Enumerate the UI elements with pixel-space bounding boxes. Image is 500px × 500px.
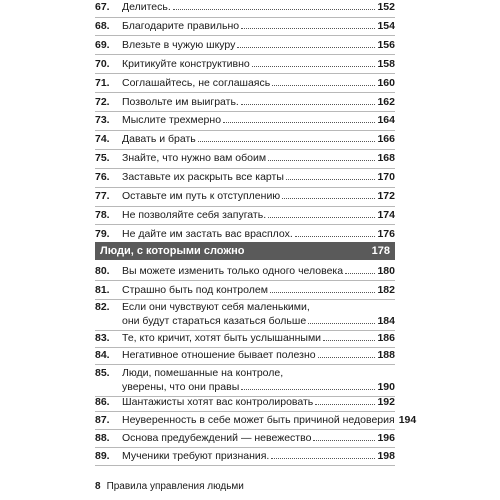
toc-entry[interactable] — [95, 227, 395, 241]
dot-leader — [286, 170, 376, 180]
toc-entry[interactable] — [95, 208, 395, 222]
entry-title: Шантажисты хотят вас контролировать — [122, 396, 314, 408]
dot-leader — [268, 151, 375, 161]
entry-title: Вы можете изменить только одного человека — [122, 265, 344, 277]
dot-leader — [241, 380, 375, 390]
row-divider — [95, 111, 395, 112]
entry-title: Мыслите трехмерно — [122, 114, 222, 127]
toc-entry[interactable] — [95, 19, 395, 33]
entry-number: 84. — [95, 349, 110, 361]
entry-title: Оставьте им путь к отступлению — [122, 190, 281, 202]
toc-entry[interactable] — [95, 38, 395, 52]
row-divider — [95, 429, 395, 430]
row-divider — [95, 73, 395, 74]
toc-entry[interactable] — [95, 57, 395, 71]
entry-title: Негативное отношение бывает полезно — [122, 349, 316, 361]
entry-title: Люди, помешанные на контроле, — [122, 367, 284, 379]
entry-number: 68. — [95, 19, 110, 32]
dot-leader — [313, 431, 375, 441]
dot-leader — [241, 19, 375, 29]
entry-number: 67. — [95, 1, 110, 13]
entry-number: 79. — [95, 227, 110, 240]
toc-entry[interactable] — [95, 300, 395, 328]
row-divider — [95, 187, 395, 188]
entry-number: 78. — [95, 208, 110, 221]
entry-title: Заставьте их раскрыть все карты — [122, 171, 284, 184]
dot-leader — [323, 331, 375, 341]
entry-title: Знайте, что нужно вам обоим — [122, 152, 267, 165]
entry-page: 196 — [377, 432, 395, 444]
entry-page: 172 — [377, 190, 395, 202]
dot-leader — [252, 57, 376, 67]
entry-number: 74. — [95, 133, 110, 146]
toc-entry[interactable] — [95, 170, 395, 184]
row-divider — [95, 224, 395, 225]
entry-page: 170 — [377, 171, 395, 184]
entry-page: 190 — [377, 381, 395, 393]
entry-page: 188 — [377, 349, 395, 361]
dot-leader — [271, 449, 375, 459]
entry-page: 158 — [377, 57, 395, 70]
page-footer — [95, 481, 244, 492]
toc-entry[interactable] — [95, 366, 395, 394]
row-divider — [95, 130, 395, 131]
entry-page: 154 — [377, 19, 395, 32]
toc-entry[interactable] — [95, 95, 395, 109]
row-divider — [95, 168, 395, 169]
entry-number: 71. — [95, 76, 110, 89]
dot-leader — [223, 113, 375, 123]
entry-number: 75. — [95, 152, 110, 165]
entry-number: 70. — [95, 57, 110, 70]
dot-leader — [282, 189, 375, 199]
entry-page: 156 — [377, 38, 395, 51]
entry-number: 85. — [95, 367, 110, 379]
entry-title-continued: они будут стараться казаться больше — [122, 315, 307, 327]
dot-leader — [198, 132, 376, 142]
entry-title: Влезьте в чужую шкуру — [122, 38, 236, 51]
entry-title: Мученики требуют признания. — [122, 450, 270, 462]
dot-leader — [295, 227, 376, 237]
entry-title: Соглашайтесь, не соглашаясь — [122, 76, 271, 89]
entry-title: Неуверенность в себе может быть причиной недоверия — [122, 414, 395, 426]
entry-number: 73. — [95, 114, 110, 127]
entry-number: 81. — [95, 284, 110, 296]
toc-entry[interactable] — [95, 264, 395, 278]
section-title: Люди, с которыми сложно — [100, 245, 245, 257]
toc-entry[interactable] — [95, 348, 395, 362]
entry-page: 174 — [377, 208, 395, 221]
dot-leader — [173, 0, 376, 10]
entry-number: 86. — [95, 396, 110, 408]
entry-number: 88. — [95, 432, 110, 444]
entry-page: 162 — [377, 95, 395, 108]
entry-title: Критикуйте конструктивно — [122, 57, 250, 70]
entry-number: 82. — [95, 301, 110, 313]
toc-entry[interactable] — [95, 449, 395, 463]
toc-entry[interactable] — [95, 395, 395, 409]
dot-leader — [308, 314, 375, 324]
toc-entry[interactable] — [95, 189, 395, 203]
row-divider — [95, 149, 395, 150]
dot-leader — [345, 264, 375, 274]
row-divider — [95, 17, 395, 18]
entry-page: 182 — [377, 284, 395, 296]
entry-title: Делитесь. — [122, 1, 171, 13]
entry-title: Благодарите правильно — [122, 19, 240, 32]
entry-page: 198 — [377, 450, 395, 462]
entry-number: 87. — [95, 414, 110, 426]
entry-title: Позвольте им выиграть. — [122, 95, 239, 108]
row-divider — [95, 206, 395, 207]
entry-page: 194 — [398, 414, 417, 426]
row-divider — [95, 364, 395, 365]
row-divider — [95, 411, 395, 412]
entry-title-continued: уверены, что они правы — [122, 381, 240, 393]
dot-leader — [272, 76, 375, 86]
entry-title: Не позволяйте себя запугать. — [122, 208, 267, 221]
entry-page: 168 — [377, 152, 395, 165]
dot-leader — [318, 348, 376, 358]
toc-entry[interactable] — [95, 151, 395, 165]
toc-entry[interactable] — [95, 413, 417, 427]
toc-entry[interactable] — [95, 132, 395, 146]
toc-entry[interactable] — [95, 331, 395, 345]
entry-page: 192 — [377, 396, 395, 408]
entry-title: Те, кто кричит, хотят быть услышанными — [122, 332, 322, 344]
dot-leader — [315, 395, 375, 405]
entry-number: 72. — [95, 95, 110, 108]
row-divider — [95, 54, 395, 55]
entry-page: 160 — [377, 76, 395, 89]
toc-entry[interactable] — [95, 0, 395, 14]
entry-number: 69. — [95, 38, 110, 51]
dot-leader — [268, 208, 375, 218]
section-page: 178 — [371, 245, 390, 257]
entry-page: 152 — [377, 1, 395, 13]
entry-page: 180 — [377, 265, 395, 277]
dot-leader — [241, 95, 376, 105]
entry-number: 77. — [95, 190, 110, 202]
entry-page: 164 — [377, 114, 395, 127]
entry-number: 89. — [95, 450, 110, 462]
toc-entry[interactable] — [95, 431, 395, 445]
entry-number: 80. — [95, 265, 110, 277]
entry-number: 83. — [95, 332, 110, 344]
entry-title: Основа предубеждений — невежество — [122, 432, 312, 444]
toc-entry[interactable] — [95, 113, 395, 127]
toc-entry[interactable] — [95, 76, 395, 90]
row-divider — [95, 35, 395, 36]
section-header — [95, 242, 395, 260]
entry-number: 76. — [95, 171, 110, 184]
entry-title: Страшно быть под контролем — [122, 284, 268, 296]
row-divider — [95, 465, 395, 466]
row-divider — [95, 447, 395, 448]
entry-title: Не дайте им застать вас врасплох. — [122, 227, 293, 240]
entry-title: Если они чувствуют себя маленькими, — [122, 301, 310, 313]
dot-leader — [270, 283, 376, 293]
row-divider — [95, 280, 395, 281]
entry-page: 186 — [377, 332, 395, 344]
toc-entry[interactable] — [95, 283, 395, 297]
entry-page: 176 — [377, 227, 395, 240]
row-divider — [95, 92, 395, 93]
entry-title: Давать и брать — [122, 133, 196, 146]
entry-page: 166 — [377, 133, 395, 146]
entry-page: 184 — [377, 315, 395, 327]
footer-page-number: 8 — [95, 481, 101, 492]
footer-book-title: Правила управления людьми — [106, 481, 244, 492]
dot-leader — [237, 38, 375, 48]
